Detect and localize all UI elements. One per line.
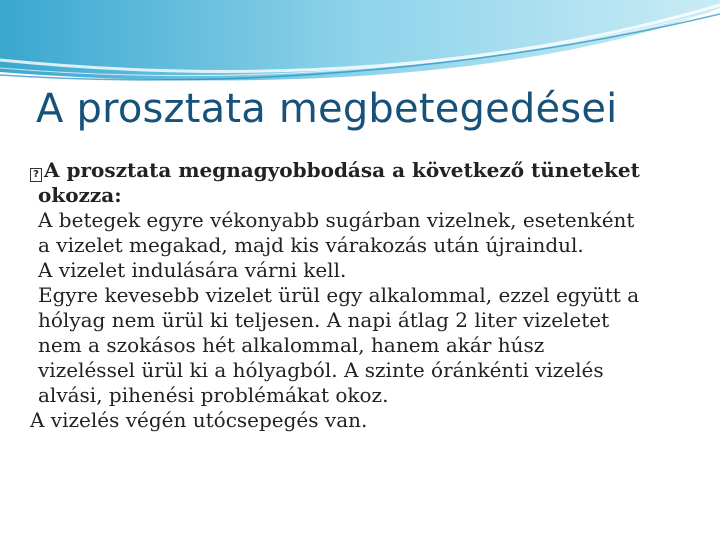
header-wave-decoration bbox=[0, 0, 720, 90]
text-line: A vizelet indulására várni kell. bbox=[38, 258, 347, 282]
text-line: hólyag nem ürül ki teljesen. A napi átlag 2 liter vizeletet bbox=[38, 308, 610, 332]
missing-glyph-icon: ? bbox=[30, 168, 42, 182]
slide-body bbox=[30, 158, 690, 433]
text-line: a vizelet megakad, majd kis várakozás után újraindul. bbox=[38, 233, 584, 257]
text-line: A betegek egyre vékonyabb sugárban vizelnek, esetenként bbox=[38, 208, 635, 232]
text-line: Egyre kevesebb vizelet ürül egy alkalommal, ezzel együtt a bbox=[38, 283, 640, 307]
text-line: A prosztata megnagyobbodása a következő tüneteket bbox=[44, 158, 640, 182]
text-line: okozza: bbox=[38, 183, 122, 207]
text-line: vizeléssel ürül ki a hólyagból. A szinte óránkénti vizelés bbox=[38, 358, 604, 382]
text-line: alvási, pihenési problémákat okoz. bbox=[38, 383, 389, 407]
bullet-heading-line bbox=[30, 158, 690, 183]
slide-title: A prosztata megbetegedései bbox=[36, 86, 618, 132]
text-line: nem a szokásos hét alkalommal, hanem akár húsz bbox=[38, 333, 545, 357]
text-line: A vizelés végén utócsepegés van. bbox=[30, 408, 368, 432]
